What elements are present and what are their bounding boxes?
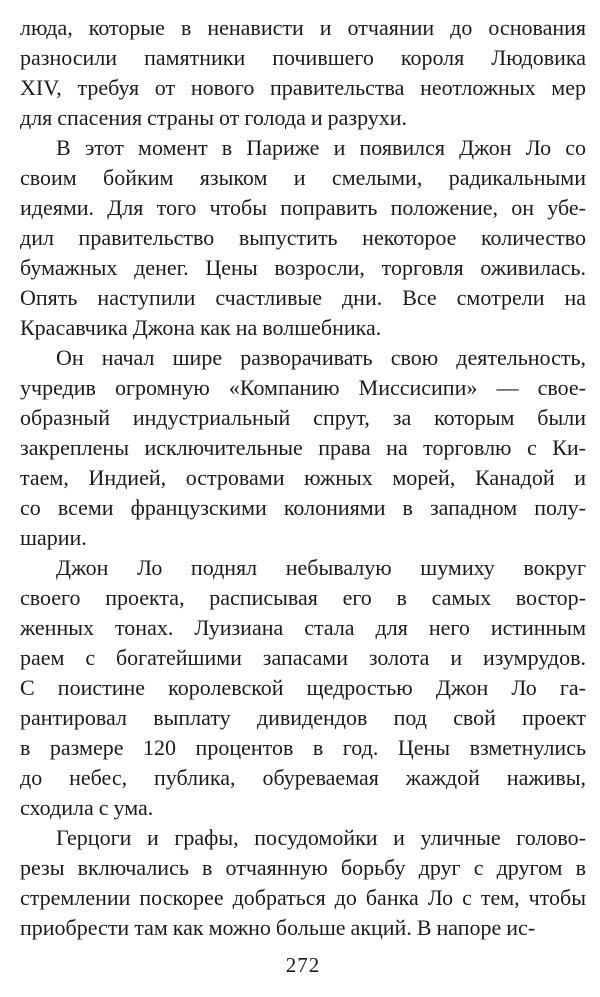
text-line: приобрести там как можно больше акций. В напоре ис- [20, 915, 536, 940]
paragraph [20, 823, 586, 943]
text-line: раем с богатейшими запасами золота и изумрудов. [20, 645, 586, 670]
text-line: стремлении поскорее добраться до банка Ло с тем, чтобы [20, 885, 586, 910]
text-line: до небес, публика, обуреваемая жаждой наживы, [20, 765, 586, 790]
paragraph [20, 133, 586, 343]
text-line: своим бойким языком и смелыми, радикальными [20, 165, 586, 190]
text-line: женных тонах. Луизиана стала для него истинным [20, 615, 586, 640]
text-line: XIV, требуя от нового правительства неотложных мер [20, 75, 586, 100]
text-line: рантировал выплату дивидендов под свой проект [20, 705, 586, 730]
paragraph [20, 553, 586, 823]
text-line: Красавчика Джона как на волшебника. [20, 315, 382, 340]
text-line: учредив огромную «Компанию Миссисипи» — свое- [20, 375, 586, 400]
paragraph [20, 13, 586, 133]
text-line: Опять наступили счастливые дни. Все смотрели на [20, 285, 586, 310]
text-line: В этот момент в Париже и появился Джон Ло со [56, 135, 586, 160]
text-line: бумажных денег. Цены возросли, торговля оживилась. [20, 255, 586, 280]
text-line: люда, которые в ненависти и отчаянии до основания [20, 15, 586, 40]
text-line: таем, Индией, островами южных морей, Канадой и [20, 465, 586, 490]
text-line: Он начал шире разворачивать свою деятельность, [56, 345, 586, 370]
text-line: шарии. [20, 525, 87, 550]
text-line: сходила с ума. [20, 795, 154, 820]
text-line: для спасения страны от голода и разрухи. [20, 105, 408, 130]
page-text [20, 13, 586, 943]
text-line: закреплены исключительные права на торговлю с Ки- [20, 435, 586, 460]
text-line: идеями. Для того чтобы поправить положение, он убе- [20, 195, 586, 220]
text-line: разносили памятники почившего короля Людовика [20, 45, 586, 70]
page-number: 272 [285, 953, 321, 977]
text-line: резы включались в отчаянную борьбу друг с другом в [20, 855, 586, 880]
text-line: Герцоги и графы, посудомойки и уличные голово- [56, 825, 586, 850]
paragraph [20, 343, 586, 553]
text-line: дил правительство выпустить некоторое количество [20, 225, 586, 250]
text-line: со всеми французскими колониями в западном полу- [20, 495, 586, 520]
text-line: С поистине королевской щедростью Джон Ло га- [20, 675, 586, 700]
text-line: своего проекта, расписывая его в самых востор- [20, 585, 586, 610]
text-line: образный индустриальный спрут, за которым были [20, 405, 586, 430]
text-line: Джон Ло поднял небывалую шумиху вокруг [56, 555, 586, 580]
text-line: в размере 120 процентов в год. Цены взметнулись [20, 735, 586, 760]
